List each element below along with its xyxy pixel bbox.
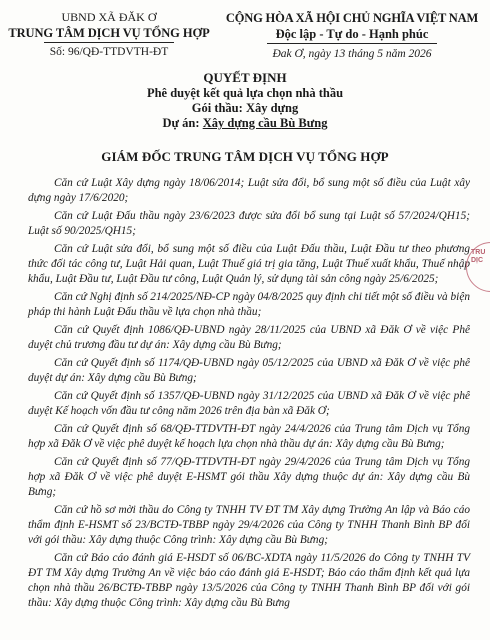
legal-basis-paragraph: Căn cứ hồ sơ mời thầu do Công ty TNHH TV ĐT TM Xây dựng Trường An lập và Báo cáo thẩm định E-HSMT số 23/BCTĐ-TBBP ngày 29/4/2026 của Công ty TNHH Thanh Bình BP đối với gói thầu: Xây dựng thuộc Công trình: Xây dựng cầu Bù Bưng; [28, 504, 470, 546]
legal-basis-section [28, 176, 470, 614]
legal-basis-paragraph: Căn cứ Luật sửa đổi, bổ sung một số điều của Luật Đấu thầu, Luật Đầu tư theo phương thức đối tác công tư, Luật Hải quan, Luật Thuế giá trị gia tăng, Luật Thuế xuất khẩu, Thuế nhập khẩu, Luật Đầu tư, Luật Đầu tư công, Luật Quản lý, sử dụng tài sản công ngày 25/6/2025; [28, 243, 470, 285]
legal-basis-paragraph: Căn cứ Quyết định số 77/QĐ-TTDVTH-ĐT ngày 29/4/2026 của Trung tâm Dịch vụ Tổng hợp xã Đăk Ơ về việc phê duyệt E-HSMT gói thầu Xây dựng thuộc dự án: Xây dựng cầu Bù Bưng; [28, 456, 470, 498]
project-label: Dự án: [162, 116, 203, 130]
legal-basis-paragraph: Căn cứ Quyết định 1086/QĐ-UBND ngày 28/11/2025 của UBND xã Đăk Ơ về việc Phê duyệt chủ trương đầu tư dự án: Xây dựng cầu Bù Bưng; [28, 324, 470, 351]
package-label: Gói thầu: [191, 101, 246, 115]
legal-basis-paragraph: Căn cứ Quyết định số 1357/QĐ-UBND ngày 31/12/2025 của UBND xã Đăk Ơ về việc phê duyệt Kế hoạch vốn đầu tư công năm 2026 trên địa bàn xã Đăk Ơ; [28, 390, 470, 417]
national-header-block [218, 10, 486, 62]
decision-subject: Phê duyệt kết quả lựa chọn nhà thầu [146, 86, 344, 100]
motto-underline [267, 43, 437, 44]
legal-basis-paragraph: Căn cứ Luật Xây dựng ngày 18/06/2014; Luật sửa đổi, bổ sung một số điều của Luật xây dựng ngày 17/6/2020; [28, 177, 470, 204]
agency-underline [44, 42, 174, 43]
legal-basis-paragraph: Căn cứ Quyết định số 68/QĐ-TTDVTH-ĐT ngày 24/4/2026 của Trung tâm Dịch vụ Tổng hợp xã Đăk Ơ về việc phê duyệt kế hoạch lựa chọn nhà thầu dự án: Xây dựng cầu Bù Bưng; [28, 423, 470, 450]
package-line [0, 101, 490, 116]
document-type: QUYẾT ĐỊNH [203, 70, 287, 85]
project-line [0, 116, 490, 131]
seal-text: TRU DỊC [471, 249, 486, 264]
project-name: Xây dựng cầu Bù Bưng [202, 116, 328, 130]
issuing-agency-block [4, 10, 214, 60]
national-motto: Độc lập - Tự do - Hạnh phúc [275, 27, 429, 41]
place-and-date: Đak Ơ, ngày 13 tháng 5 năm 2026 [272, 48, 432, 60]
decision-title-block [0, 70, 490, 131]
parent-agency: UBND XÃ ĐĂK Ơ [61, 10, 157, 24]
legal-basis-paragraph: Căn cứ Báo cáo đánh giá E-HSDT số 06/BC-XDTA ngày 11/5/2026 do Công ty TNHH TV ĐT TM Xây dựng Trường An về việc báo cáo đánh giá E-HSDT; Báo cáo thẩm định kết quả lựa chọn nhà thầu 26/BCTĐ-TBBP ngày 13/5/2026 của Công ty TNHH Thanh Bình BP đối với gói thầu: Xây dựng thuộc Công trình: Xây dựng cầu Bù Bưng [28, 552, 470, 609]
issuing-agency: TRUNG TÂM DỊCH VỤ TỔNG HỢP [8, 26, 210, 40]
legal-basis-paragraph: Căn cứ Nghị định số 214/2025/NĐ-CP ngày 04/8/2025 quy định chi tiết một số điều và biện pháp thi hành Luật Đấu thầu về lựa chọn nhà thầu; [28, 291, 470, 318]
document-number: Số: 96/QĐ-TTDVTH-ĐT [49, 46, 169, 58]
nation-name: CỘNG HÒA XÃ HỘI CHỦ NGHĨA VIỆT NAM [225, 11, 479, 25]
package-name: Xây dựng [245, 101, 299, 115]
legal-basis-paragraph: Căn cứ Quyết định số 1174/QĐ-UBND ngày 05/12/2025 của UBND xã Đăk Ơ về việc phê duyệt dự án: Xây dựng cầu Bù Bưng; [28, 357, 470, 384]
legal-basis-paragraph: Căn cứ Luật Đấu thầu ngày 23/6/2023 được sửa đổi bổ sung tại Luật số 57/2024/QH15; Luật số 90/2025/QH15; [28, 210, 470, 237]
issuing-authority: GIÁM ĐỐC TRUNG TÂM DỊCH VỤ TỔNG HỢP [101, 149, 389, 164]
